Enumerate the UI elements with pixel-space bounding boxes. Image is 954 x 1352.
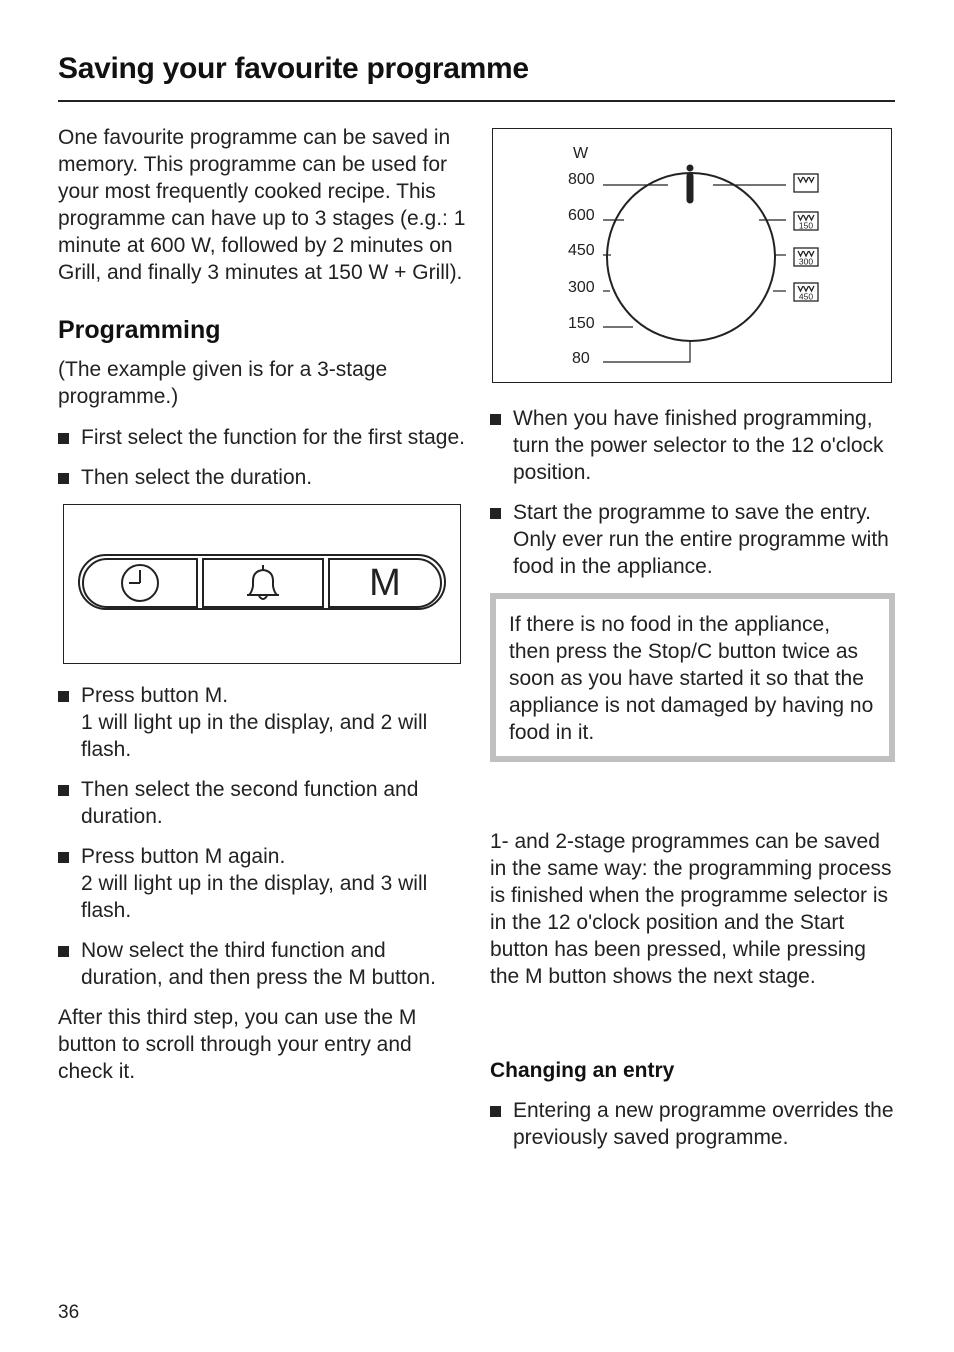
list-item: Entering a new programme overrides the previously saved programme.	[490, 1097, 895, 1151]
timer-button	[202, 558, 324, 608]
power-level-label: 150	[568, 315, 595, 332]
clock-icon	[118, 561, 162, 605]
step-text: Now select the third function and duration, and then press the M button.	[81, 939, 436, 989]
example-note: (The example given is for a 3-stage programme.)	[58, 358, 388, 408]
list-item	[58, 682, 466, 763]
step-text: Press button M again.	[81, 845, 286, 868]
power-selector-diagram	[492, 128, 892, 383]
step-detail: 1 will light up in the display, and 2 will flash.	[81, 711, 428, 761]
svg-text:150: 150	[798, 220, 814, 231]
list-item: First select the function for the first stage.	[58, 424, 466, 451]
list-item	[58, 776, 466, 830]
step-detail: 2 will light up in the display, and 3 will flash.	[81, 872, 428, 922]
list-item	[58, 843, 466, 924]
m-button	[328, 558, 442, 608]
steps-list-first	[58, 424, 466, 491]
bell-icon	[243, 562, 283, 604]
list-item: When you have finished programming, turn the power selector to the 12 o'clock position.	[490, 405, 895, 486]
steps-list-second	[58, 682, 466, 991]
button-strip	[78, 554, 446, 610]
svg-text:450: 450	[798, 291, 814, 302]
list-item: Then select the duration.	[58, 464, 466, 491]
left-column	[58, 124, 466, 1085]
power-level-label: 450	[568, 242, 595, 259]
power-level-label: 800	[568, 171, 595, 188]
programming-heading: Programming	[58, 316, 221, 344]
dial-unit-label: W	[573, 145, 589, 162]
intro-paragraph: One favourite programme can be saved in memory. This programme can be used for your most frequently cooked recipe. This programme can have up to 3 stages (e.g.: 1 minute at 600 W, followed by 2 minutes on Grill, and finally 3 minutes at 150 W + Grill).	[58, 126, 466, 284]
grill-300-icon	[794, 248, 818, 267]
page-number: 36	[58, 1302, 80, 1323]
page-title: Saving your favourite programme	[58, 52, 529, 85]
grill-icon	[794, 174, 818, 192]
list-item	[58, 937, 466, 991]
m-button-label: M	[369, 562, 401, 604]
right-column	[490, 405, 895, 1164]
power-level-label: 600	[568, 207, 595, 224]
clock-button	[82, 558, 198, 608]
position-marker-dot	[687, 165, 694, 172]
after-paragraph: After this third step, you can use the M button to scroll through your entry and check it.	[58, 1006, 417, 1083]
power-leader-lines	[603, 185, 786, 362]
changing-entry-heading: Changing an entry	[490, 1059, 675, 1082]
power-level-label: 300	[568, 279, 595, 296]
stages-paragraph: 1- and 2-stage programmes can be saved in the same way: the programming process is finished when the programme selector is in the 12 o'clock position and the Start button has been pressed, while pressing the M button shows the next stage.	[490, 830, 892, 988]
list-item: Start the programme to save the entry. Only ever run the entire programme with food in the appliance.	[490, 499, 895, 580]
step-text: Press button M.	[81, 684, 229, 707]
title-divider	[58, 100, 895, 102]
changing-entry-list	[490, 1097, 895, 1151]
grill-combination-symbols	[794, 174, 818, 302]
svg-text:300: 300	[798, 256, 814, 267]
grill-150-icon	[794, 212, 818, 231]
step-text: Then select the second function and duration.	[81, 778, 419, 828]
power-level-label: 80	[572, 350, 590, 367]
grill-450-icon	[794, 283, 818, 302]
control-panel-illustration	[63, 504, 461, 664]
warning-note: If there is no food in the appliance, then press the Stop/C button twice as soon as you have started it so that the appliance is not damaged by having no food in it.	[490, 593, 895, 762]
save-steps-list	[490, 405, 895, 580]
